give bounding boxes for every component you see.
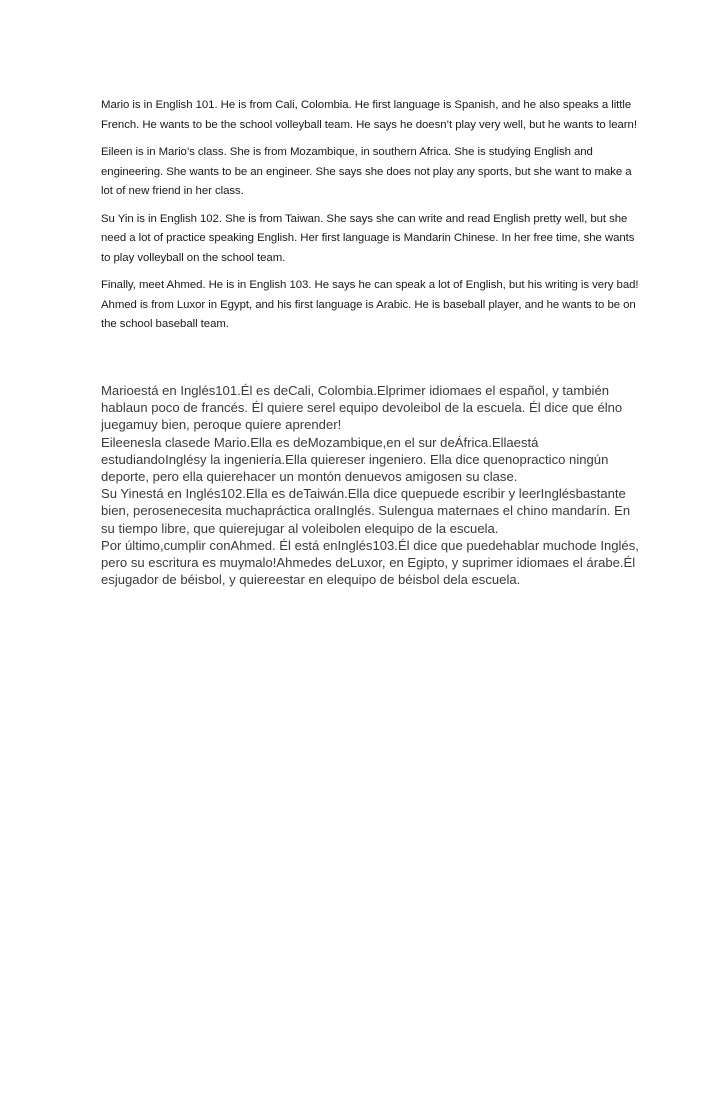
english-text-block	[101, 96, 641, 343]
paragraph-su-yin: Su Yin is in English 102. She is from Taiwan. She says she can write and read English pretty well, but she need a lot of practice speaking English. Her first language is Mandarin Chinese. In her free time, she wants to play volleyball on the school team.	[101, 212, 635, 264]
spanish-translation-block	[101, 382, 641, 588]
spanish-paragraph-ahmed: Por último,cumplir conAhmed. Él está enInglés103.Él dice que puedehablar muchode Inglés, pero su escritura es muymalo!Ahmedes deLuxor, en Egipto, y suprimer idiomaes el árabe.Él esjugador de béisbol, y quiereestar en elequipo de béisbol dela escuela.	[101, 537, 639, 588]
paragraph-ahmed: Finally, meet Ahmed. He is in English 103. He says he can speak a lot of English, but his writing is very bad! Ahmed is from Luxor in Egypt, and his first language is Arabic. He is baseball player, and he wants to be on the school baseball team.	[101, 279, 639, 330]
spanish-paragraph-mario: Marioestá en Inglés101.Él es deCali, Colombia.Elprimer idiomaes el español, y también hablaun poco de francés. Él quiere serel equipo devoleibol de la escuela. Él dice que élno juegamuy bien, peroque quiere aprender!	[101, 383, 623, 433]
spanish-paragraph-su-yin: Su Yinestá en Inglés102.Ella es deTaiwán.Ella dice quepuede escribir y leerInglésbastante bien, perosenecesita muchapráctica oralInglés. Sulengua maternaes el chino mandarín. En su tiempo libre, que quierejugar al voleibolen elequipo de la escuela.	[101, 486, 631, 536]
spanish-paragraph-eileen: Eileenesla clasede Mario.Ella es deMozambique,en el sur deÁfrica.Ellaestá estudiandoInglésy la ingeniería.Ella quiereser ingeniero. Ella dice quenopractico ningún deporte, pero ella quierehacer un montón denuevos amigosen su clase.	[101, 434, 609, 485]
paragraph-mario: Mario is in English 101. He is from Cali, Colombia. He first language is Spanish, and he also speaks a little French. He wants to be the school volleyball team. He says he doesn’t play very well, but he wants to learn!	[101, 99, 637, 131]
paragraph-eileen: Eileen is in Mario’s class. She is from Mozambique, in southern Africa. She is studying English and engineering. She wants to be an engineer. She says she does not play any sports, but she want to make a lot of new friend in her class.	[101, 146, 632, 197]
